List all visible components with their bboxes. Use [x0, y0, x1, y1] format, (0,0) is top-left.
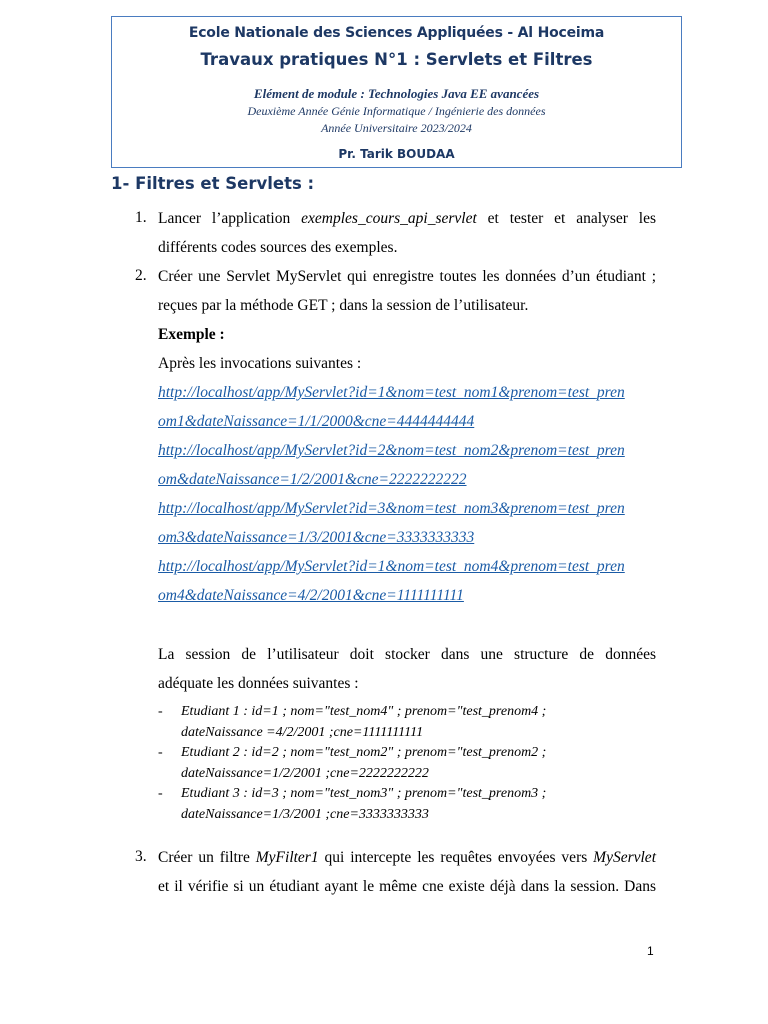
item-2-line2: reçues par la méthode GET ; dans la session de l’utilisateur. — [158, 297, 529, 314]
school-name: Ecole Nationale des Sciences Appliquées - Al Hoceima — [188, 25, 605, 41]
module-name: Elément de module : Technologies Java EE avancées — [253, 86, 540, 101]
item-1-line1 — [158, 204, 656, 233]
session-line1: La session de l’utilisateur doit stocker dans une structure de données — [158, 646, 656, 663]
item-1-text-after: et tester et analyser les — [476, 210, 657, 227]
invocation-link-1a[interactable]: http://localhost/app/MyServlet?id=1&nom=test_nom1&prenom=test_pren — [158, 384, 625, 401]
item-3-line1 — [158, 843, 656, 872]
invocation-link-3a[interactable]: http://localhost/app/MyServlet?id=3&nom=test_nom3&prenom=test_pren — [158, 500, 625, 517]
item-1-text-before: Lancer l’application — [158, 210, 302, 227]
item-number-1: 1. — [135, 209, 147, 226]
invocations-intro: Après les invocations suivantes : — [158, 355, 362, 372]
student-1-line2: dateNaissance =4/2/2001 ;cne=1111111111 — [181, 724, 424, 740]
student-2-line2: dateNaissance=1/2/2001 ;cne=2222222222 — [181, 765, 429, 781]
invocation-link-1b[interactable]: om1&dateNaissance=1/1/2000&cne=4444444444 — [158, 413, 475, 430]
servlet-name: MyServlet — [593, 849, 656, 866]
item-number-2: 2. — [135, 267, 147, 284]
bullet-dash: - — [158, 745, 163, 760]
student-1-line1: Etudiant 1 : id=1 ; nom="test_nom4" ; prenom="test_prenom4 ; — [181, 704, 547, 719]
filter-name: MyFilter1 — [255, 849, 319, 866]
item-1-line2: différents codes sources des exemples. — [158, 239, 398, 256]
bullet-dash: - — [158, 786, 163, 801]
example-label: Exemple : — [158, 326, 225, 343]
item-1-app-name: exemples_cours_api_servlet — [301, 210, 477, 227]
tp-title: Travaux pratiques N°1 : Servlets et Filtres — [200, 50, 593, 69]
student-2-line1: Etudiant 2 : id=2 ; nom="test_nom2" ; prenom="test_prenom2 ; — [181, 745, 547, 760]
program-line: Deuxième Année Génie Informatique / Ingénierie des données — [247, 104, 546, 118]
academic-year: Année Universitaire 2023/2024 — [321, 121, 472, 135]
invocation-link-4b[interactable]: om4&dateNaissance=4/2/2001&cne=1111111111 — [158, 587, 464, 604]
invocation-link-2b[interactable]: om&dateNaissance=1/2/2001&cne=2222222222 — [158, 471, 467, 488]
item-3-line2: et il vérifie si un étudiant ayant le même cne existe déjà dans la session. Dans — [158, 878, 656, 895]
invocation-link-3b[interactable]: om3&dateNaissance=1/3/2001&cne=3333333333 — [158, 529, 475, 546]
item-3-text-before: Créer un filtre — [158, 849, 256, 866]
section-title: 1- Filtres et Servlets : — [111, 174, 315, 193]
session-line2: adéquate les données suivantes : — [158, 675, 359, 692]
invocation-link-2a[interactable]: http://localhost/app/MyServlet?id=2&nom=test_nom2&prenom=test_pren — [158, 442, 625, 459]
student-3-line2: dateNaissance=1/3/2001 ;cne=3333333333 — [181, 806, 429, 822]
session-paragraph — [158, 640, 656, 698]
student-3-line1: Etudiant 3 : id=3 ; nom="test_nom3" ; prenom="test_prenom3 ; — [181, 786, 547, 801]
header-box — [111, 16, 682, 168]
item-1-text — [158, 204, 656, 262]
item-number-3: 3. — [135, 848, 147, 865]
bullet-dash: - — [158, 704, 163, 719]
item-2-text — [158, 262, 656, 378]
page-number: 1 — [647, 944, 654, 958]
item-2-line1: Créer une Servlet MyServlet qui enregistre toutes les données d’un étudiant ; — [158, 268, 656, 285]
item-3-text — [158, 843, 656, 901]
invocation-link-4a[interactable]: http://localhost/app/MyServlet?id=1&nom=test_nom4&prenom=test_pren — [158, 558, 625, 575]
author: Pr. Tarik BOUDAA — [338, 147, 455, 161]
item-3-text-middle: qui intercepte les requêtes envoyées vers — [318, 849, 594, 866]
